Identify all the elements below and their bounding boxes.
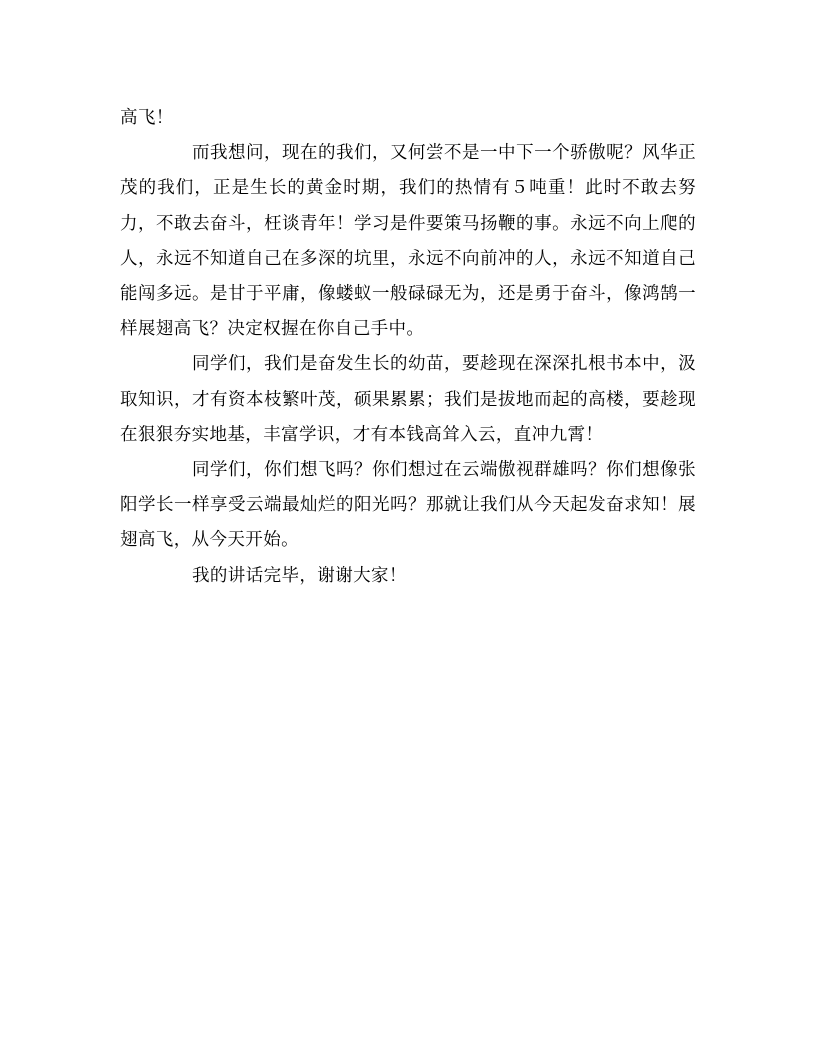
paragraph-closing: 我的讲话完毕，谢谢大家！ (192, 565, 407, 586)
paragraph-seedlings: 同学们，我们是奋发生长的幼苗，要趁现在深深扎根书本中，汲取知识，才有资本枝繁叶茂，硕果累累；我们是拔地而起的高楼，要趁现在狠狠夯实地基，丰富学识，才有本钱高耸入云，直冲九霄！ (120, 354, 696, 445)
paragraph-fly: 同学们，你们想飞吗？你们想过在云端傲视群雄吗？你们想像张阳学长一样享受云端最灿烂的阳光吗？那就让我们从今天起发奋求知！展翅高飞，从今天开始。 (120, 460, 696, 551)
document-body (120, 101, 696, 594)
paragraph-question: 而我想问，现在的我们，又何尝不是一中下一个骄傲呢？风华正茂的我们，正是生长的黄金时期，我们的热情有５吨重！此时不敢去努力，不敢去奋斗，枉谈青年！学习是件要策马扬鞭的事。永远不向上爬的人，永远不知道自己在多深的坑里，永远不向前冲的人，永远不知道自己能闯多远。是甘于平庸，像蝼蚁一般碌碌无为，还是勇于奋斗，像鸿鹄一样展翅高飞？决定权握在你自己手中。 (120, 143, 696, 340)
paragraph-continuation: 高飞！ (120, 108, 174, 128)
